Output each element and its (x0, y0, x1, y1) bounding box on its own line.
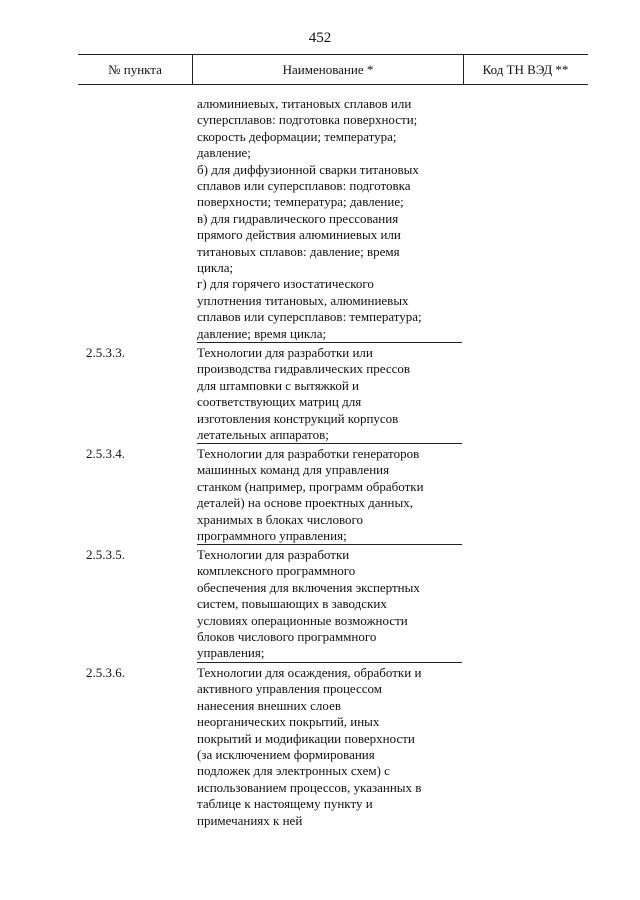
text-line: деталей) на основе проектных данных, (197, 495, 413, 511)
item-number: 2.5.3.5. (86, 547, 125, 562)
text-line: программного управления; (197, 528, 347, 544)
item-description (197, 345, 459, 443)
header-item-number: № пункта (108, 62, 162, 77)
row-divider (197, 662, 462, 663)
text-line: покрытий и модификации поверхности (197, 730, 415, 746)
text-line: для штамповки с вытяжкой и (197, 377, 359, 393)
text-line: цикла; (197, 260, 234, 276)
text-line: активного управления процессом (197, 681, 383, 697)
text-line: машинных команд для управления (197, 462, 390, 478)
text-line: подложек для электронных схем) с (197, 763, 390, 779)
item-number: 2.5.3.4. (86, 446, 125, 461)
text-line: сплавов или суперсплавов: подготовка (197, 178, 411, 194)
item-description (197, 547, 459, 662)
text-line: систем, повышающих в заводских (197, 596, 387, 612)
table-header (78, 54, 588, 85)
row-divider (197, 443, 462, 444)
text-line: неорганических покрытий, иных (197, 714, 380, 730)
text-line: Технологии для осаждения, обработки и (197, 665, 422, 680)
text-line: прямого действия алюминиевых или (197, 227, 401, 243)
text-line: давление; (197, 145, 251, 161)
text-line: обеспечения для включения экспертных (197, 579, 420, 595)
text-line: изготовления конструкций корпусов (197, 410, 399, 426)
item-description (197, 446, 459, 544)
text-line: примечаниях к ней (197, 812, 303, 828)
item-number: 2.5.3.6. (86, 665, 125, 680)
row-divider (197, 544, 462, 545)
text-line: условиях операционные возможности (197, 612, 408, 628)
text-line: уплотнения титановых, алюминиевых (197, 292, 409, 308)
text-line: Технологии для разработки (197, 547, 350, 562)
text-line: поверхности; температура; давление; (197, 194, 404, 210)
text-line: летательных аппаратов; (197, 427, 329, 443)
continuation-text (197, 96, 457, 342)
text-line: Технологии для разработки или (197, 345, 373, 360)
text-line: производства гидравлических прессов (197, 361, 411, 377)
text-line: (за исключением формирования (197, 747, 375, 763)
item-number: 2.5.3.3. (86, 345, 125, 360)
item-description (197, 665, 459, 829)
text-line: станком (например, программ обработки (197, 478, 424, 494)
text-line: блоков числового программного (197, 629, 377, 645)
text-line: комплексного программного (197, 563, 356, 579)
text-line: Технологии для разработки генераторов (197, 446, 420, 461)
text-line: алюминиевых, титановых сплавов или (197, 96, 412, 111)
page-number: 452 (308, 30, 332, 46)
text-line: соответствующих матриц для (197, 394, 362, 410)
row-divider (197, 342, 462, 343)
text-line: б) для диффузионной сварки титановых (197, 161, 419, 177)
text-line: использованием процессов, указанных в (197, 779, 422, 795)
text-line: сплавов или суперсплавов: температура; (197, 309, 422, 325)
header-name: Наименование * (192, 55, 464, 84)
header-tnved-code: Код ТН ВЭД ** (482, 62, 569, 77)
text-line: суперсплавов: подготовка поверхности; (197, 112, 418, 128)
text-line: давление; время цикла; (197, 325, 327, 341)
text-line: г) для горячего изостатического (197, 276, 374, 292)
text-line: нанесения внешних слоев (197, 697, 341, 713)
text-line: хранимых в блоках числового (197, 511, 364, 527)
text-line: в) для гидравлического прессования (197, 210, 399, 226)
text-line: управления; (197, 645, 265, 661)
text-line: скорость деформации; температура; (197, 128, 397, 144)
text-line: таблице к настоящему пункту и (197, 796, 373, 812)
text-line: титановых сплавов: давление; время (197, 243, 400, 259)
